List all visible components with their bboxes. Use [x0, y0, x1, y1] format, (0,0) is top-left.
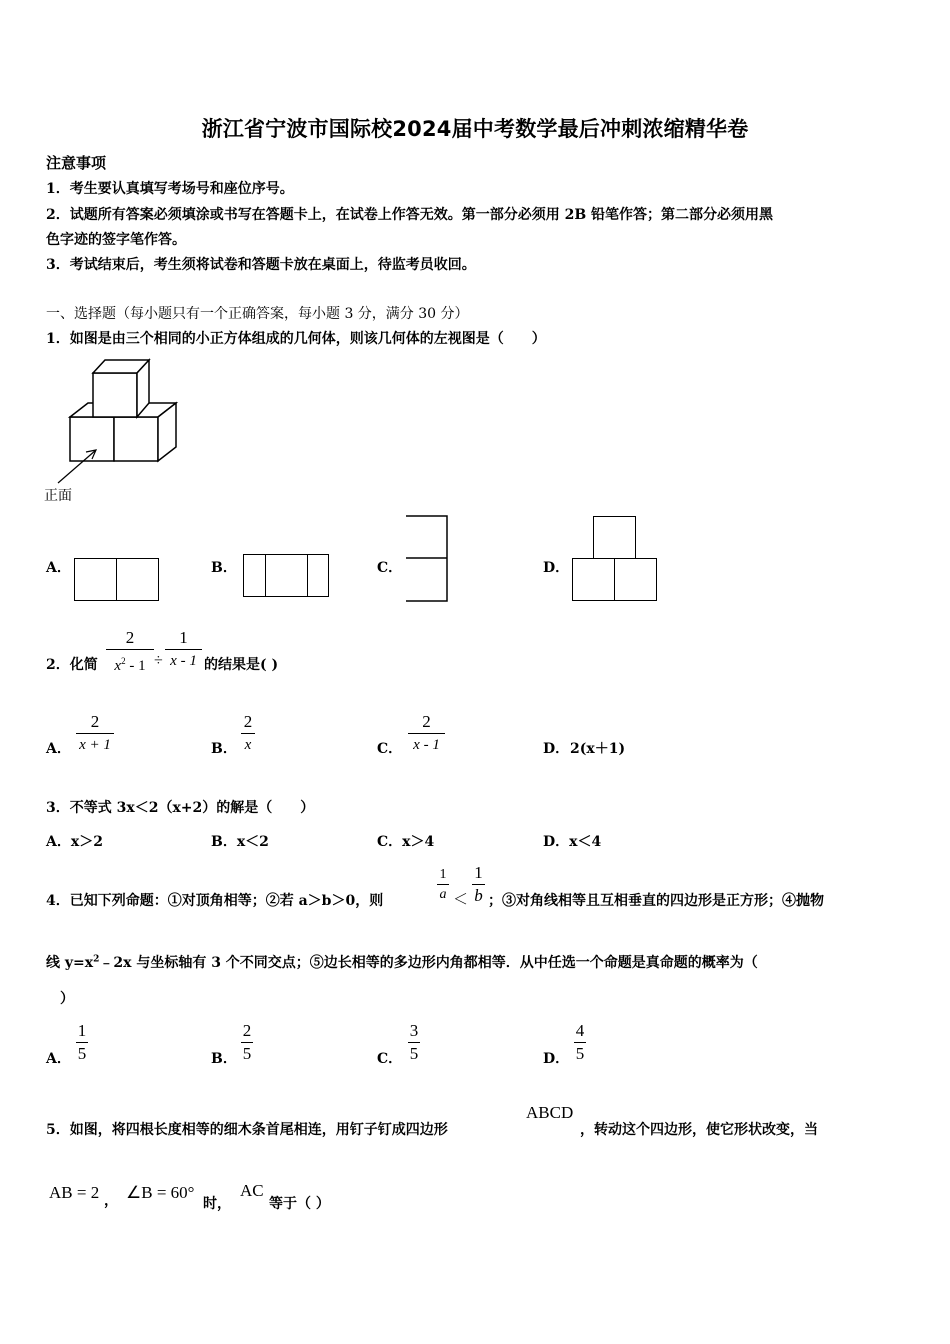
q5-shi: 时，: [203, 1196, 231, 1212]
notice-item-2-cont: 色字迹的签字笔作答。: [46, 232, 186, 248]
q4-option-c-label: C．: [377, 1051, 403, 1067]
q3-option-b: B．x＜2: [211, 834, 269, 850]
question-2-suffix: 的结果是( ): [204, 657, 279, 673]
q2-fraction-2: [165, 628, 202, 671]
q1-option-b-label: B．: [211, 560, 237, 576]
q4-fraction-1-over-a: [437, 866, 449, 903]
q2-option-a-label: A．: [46, 741, 71, 757]
q2-option-c-label: C．: [377, 741, 403, 757]
question-5-part3: 等于（ ）: [269, 1196, 330, 1212]
q2-fraction-1: [106, 628, 154, 676]
q5-angle-b: ∠B = 60°: [126, 1183, 195, 1202]
q4-line2-exp: 2: [93, 954, 100, 965]
q4-f1-num: 1: [439, 867, 447, 882]
q2-a-num: 2: [90, 712, 100, 731]
q1-option-d-label: D．: [543, 560, 570, 576]
q2-f1-den-exp: 2: [121, 656, 126, 666]
q1-option-b-divider-1: [265, 554, 266, 597]
q2-option-c-fraction: [408, 712, 445, 755]
page-title: 浙江省宁波市国际校2024届中考数学最后冲刺浓缩精华卷: [201, 117, 749, 141]
q4-line2-a: 线 y=x: [46, 955, 94, 971]
q4-c-num: 3: [409, 1021, 419, 1040]
q2-b-num: 2: [243, 712, 253, 731]
question-4-line3: ）: [60, 991, 74, 1007]
question-5-part1: 5．如图，将四根长度相等的细木条首尾相连，用钉子钉成四边形: [46, 1122, 448, 1138]
question-1-stem: 1．如图是由三个相同的小正方体组成的几何体，则该几何体的左视图是（ ）: [46, 331, 546, 347]
q1-option-d-top-square: [593, 516, 636, 559]
question-4-line2: [46, 952, 758, 972]
q3-option-a: A．x＞2: [46, 834, 103, 850]
q1-option-c-label: C．: [377, 560, 403, 576]
notice-item-2: 2．试题所有答案必须填涂或书写在答题卡上，在试卷上作答无效。第一部分必须用 2B 铅笔作答；第二部分必须用黑: [46, 207, 774, 223]
notice-item-3: 3．考试结束后，考生须将试卷和答题卡放在桌面上，待监考员收回。: [46, 257, 476, 273]
q1-option-b-divider-2: [307, 554, 308, 597]
section-heading: 一、选择题（每小题只有一个正确答案，每小题 3 分，满分 30 分）: [46, 306, 469, 322]
q4-less-than: ＜: [453, 890, 469, 908]
q4-d-den: 5: [575, 1044, 585, 1063]
q4-d-num: 4: [575, 1021, 585, 1040]
q4-b-den: 5: [242, 1044, 252, 1063]
question-5-part2: ，转动这个四边形，使它形状改变，当: [580, 1122, 818, 1138]
q4-option-b-fraction: [241, 1021, 253, 1064]
q1-option-d-right-square: [614, 558, 657, 601]
q2-option-d-label: D．: [543, 741, 570, 757]
q2-f1-den-base: x: [114, 658, 122, 674]
notice-item-1: 1．考生要认真填写考场号和座位序号。: [46, 181, 294, 197]
q4-f2-den: b: [474, 886, 483, 905]
q2-c-den: x - 1: [413, 737, 440, 753]
q1-option-c-figure: [405, 515, 450, 603]
q4-option-d-label: D．: [543, 1051, 570, 1067]
q2-c-num: 2: [422, 712, 431, 731]
q1-option-a-left-square: [74, 558, 117, 601]
q4-option-b-label: B．: [211, 1051, 237, 1067]
front-label: 正面: [44, 488, 72, 504]
q3-option-d: D．x＜4: [543, 834, 602, 850]
q4-line2-b: ﹣2x 与坐标轴有 3 个不同交点；⑤边长相等的多边形内角都相等．从中任选一个命题是真命题的概率为（: [99, 955, 758, 971]
q4-f2-num: 1: [474, 863, 483, 882]
q4-c-den: 5: [409, 1044, 419, 1063]
q2-option-d-text: 2(x＋1): [570, 741, 626, 757]
q1-option-a-label: A．: [46, 560, 71, 576]
q2-option-a-fraction: [76, 712, 114, 755]
q4-fraction-1-over-b: [472, 863, 485, 906]
q4-a-den: 5: [77, 1044, 87, 1063]
q3-option-c: C．x＞4: [377, 834, 435, 850]
q2-option-b-fraction: [241, 712, 255, 755]
q2-f1-num: 2: [125, 628, 135, 647]
question-4-part1: 4．已知下列命题：①对顶角相等；②若 a＞b＞0，则: [46, 893, 384, 909]
q2-option-b-label: B．: [211, 741, 237, 757]
question-2-prefix: 2．化简: [46, 657, 98, 673]
q4-option-a-fraction: [76, 1021, 88, 1064]
q2-f2-num: 1: [179, 628, 188, 647]
q5-ac: AC: [240, 1181, 264, 1200]
q2-b-den: x: [244, 737, 252, 753]
q2-divide-sign: ÷: [154, 652, 163, 669]
q2-f2-den: x - 1: [170, 653, 197, 669]
q4-option-d-fraction: [574, 1021, 586, 1064]
notice-heading: 注意事项: [46, 154, 107, 172]
q5-comma: ，: [104, 1193, 118, 1209]
q2-a-den: x + 1: [79, 737, 111, 753]
q4-option-c-fraction: [408, 1021, 420, 1064]
question-4-part2: ；③对角线相等且互相垂直的四边形是正方形；④抛物: [488, 893, 824, 909]
q4-b-num: 2: [242, 1021, 252, 1040]
q1-option-d-left-square: [572, 558, 615, 601]
q4-option-a-label: A．: [46, 1051, 71, 1067]
question-3-stem: 3．不等式 3x＜2（x+2）的解是（ ）: [46, 800, 315, 816]
q5-abcd: ABCD: [526, 1103, 574, 1122]
q2-f1-den-rest: - 1: [125, 658, 146, 674]
q5-ab-equals: AB = 2: [49, 1183, 100, 1202]
q4-a-num: 1: [77, 1021, 87, 1040]
q1-option-b-rect: [243, 554, 329, 597]
q4-f1-den: a: [439, 887, 447, 902]
q1-option-a-right-square: [116, 558, 159, 601]
cube-figure: [44, 355, 184, 505]
